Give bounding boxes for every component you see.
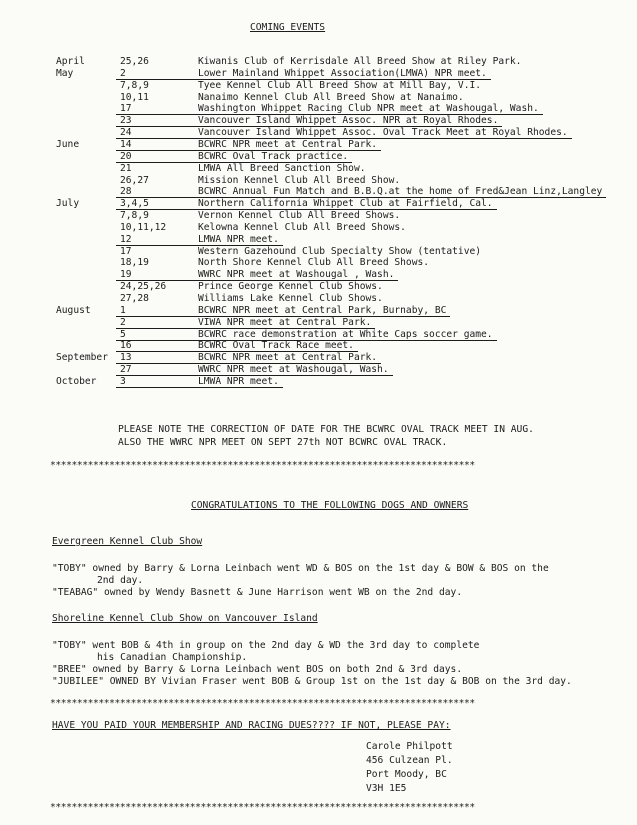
- event-description: Lower Mainland Whippet Association(LMWA) NPR meet.: [198, 68, 487, 79]
- event-description: WWRC NPR meet at Washougal, Wash.: [198, 364, 389, 375]
- event-description: Northern California Whippet Club at Fairfield, Cal.: [198, 198, 493, 209]
- congratulations-title: CONGRATULATIONS TO THE FOLLOWING DOGS AND OWNERS: [191, 500, 469, 511]
- event-description: LMWA NPR meet.: [198, 376, 279, 387]
- event-dates: 21: [120, 163, 132, 174]
- event-dates: 16: [120, 340, 132, 351]
- event-dates: 14: [120, 139, 132, 150]
- address-line: V3H 1E5: [366, 783, 407, 794]
- event-dates: 7,8,9: [120, 80, 149, 91]
- event-row: [0, 257, 637, 269]
- event-month: July: [56, 198, 80, 209]
- event-description: BCWRC Annual Fun Match and B.B.Q.at the home of Fred&Jean Linz,Langley: [198, 186, 603, 197]
- event-row: [0, 222, 637, 234]
- event-row: [0, 340, 637, 352]
- separator: *******************************************************************************: [50, 460, 475, 471]
- event-row: [0, 352, 637, 364]
- event-row: [0, 269, 637, 281]
- event-row: [0, 293, 637, 305]
- event-month: September: [56, 352, 108, 363]
- dues-question: HAVE YOU PAID YOUR MEMBERSHIP AND RACING DUES???? IF NOT, PLEASE PAY:: [52, 720, 451, 731]
- event-dates: 7,8,9: [120, 210, 149, 221]
- event-description: Western Gazehound Club Specialty Show (tentative): [198, 246, 482, 257]
- address-line: 456 Culzean Pl.: [366, 755, 453, 766]
- event-dates: 23: [120, 115, 132, 126]
- shoreline-line-3: "JUBILEE" OWNED BY Vivian Fraser went BOB & Group 1st on the 1st day & BOB on the 3rd day.: [52, 676, 572, 687]
- event-description: Williams Lake Kennel Club Shows.: [198, 293, 383, 304]
- evergreen-heading: Evergreen Kennel Club Show: [52, 536, 203, 547]
- event-description: LMWA All Breed Sanction Show.: [198, 163, 366, 174]
- event-dates: 18,19: [120, 257, 149, 268]
- event-dates: 2: [120, 68, 126, 79]
- event-dates: 2: [120, 317, 126, 328]
- event-dates: 26,27: [120, 175, 149, 186]
- event-description: Mission Kennel Club All Breed Show.: [198, 175, 401, 186]
- correction-note-line-2: ALSO THE WWRC NPR MEET ON SEPT 27th NOT BCWRC OVAL TRACK.: [118, 437, 448, 448]
- page-title: COMING EVENTS: [250, 22, 326, 33]
- event-description: Washington Whippet Racing Club NPR meet at Washougal, Wash.: [198, 103, 539, 114]
- event-row: [0, 281, 637, 293]
- event-row: [0, 317, 637, 329]
- event-dates: 20: [120, 151, 132, 162]
- event-row: [0, 376, 637, 388]
- event-underline: [116, 387, 283, 388]
- event-description: Kelowna Kennel Club All Breed Shows.: [198, 222, 406, 233]
- event-description: WWRC NPR meet at Washougal , Wash.: [198, 269, 395, 280]
- address-line: Port Moody, BC: [366, 769, 447, 780]
- event-description: BCWRC race demonstration at White Caps soccer game.: [198, 329, 493, 340]
- event-description: Vancouver Island Whippet Assoc. NPR at Royal Rhodes.: [198, 115, 499, 126]
- event-row: [0, 80, 637, 92]
- address-line: Carole Philpott: [366, 741, 453, 752]
- event-description: Kiwanis Club of Kerrisdale All Breed Show at Riley Park.: [198, 56, 522, 67]
- separator: *******************************************************************************: [50, 802, 475, 813]
- event-dates: 17: [120, 246, 132, 257]
- event-description: Vernon Kennel Club All Breed Shows.: [198, 210, 401, 221]
- event-dates: 1: [120, 305, 126, 316]
- event-row: [0, 56, 637, 68]
- event-row: [0, 68, 637, 80]
- shoreline-heading: Shoreline Kennel Club Show on Vancouver Island: [52, 613, 318, 624]
- event-dates: 3: [120, 376, 126, 387]
- separator: *******************************************************************************: [50, 698, 475, 709]
- event-month: June: [56, 139, 80, 150]
- event-month: April: [56, 56, 85, 67]
- event-row: [0, 139, 637, 151]
- event-description: Prince George Kennel Club Shows.: [198, 281, 383, 292]
- event-description: BCWRC Oval Track practice.: [198, 151, 349, 162]
- event-row: [0, 103, 637, 115]
- event-description: Tyee Kennel Club All Breed Show at Mill Bay, V.I.: [198, 80, 482, 91]
- event-dates: 27: [120, 364, 132, 375]
- evergreen-line-1: "TOBY" owned by Barry & Lorna Leinbach went WD & BOS on the 1st day & BOW & BOS on the: [52, 563, 549, 574]
- event-description: North Shore Kennel Club All Breed Shows.: [198, 257, 430, 268]
- event-dates: 24,25,26: [120, 281, 167, 292]
- event-row: [0, 198, 637, 210]
- event-description: BCWRC NPR meet at Central Park, Burnaby, BC: [198, 305, 447, 316]
- event-row: [0, 210, 637, 222]
- event-dates: 28: [120, 186, 132, 197]
- event-dates: 24: [120, 127, 132, 138]
- event-row: [0, 364, 637, 376]
- event-row: [0, 163, 637, 175]
- correction-note-line-1: PLEASE NOTE THE CORRECTION OF DATE FOR THE BCWRC OVAL TRACK MEET IN AUG.: [118, 424, 534, 435]
- event-row: [0, 305, 637, 317]
- event-dates: 10,11,12: [120, 222, 167, 233]
- event-description: Nanaimo Kennel Club All Breed Show at Nanaimo.: [198, 92, 464, 103]
- shoreline-line-1: "TOBY" went BOB & 4th in group on the 2nd day & WD the 3rd day to complete: [52, 640, 480, 651]
- event-dates: 10,11: [120, 92, 149, 103]
- event-description: VIWA NPR meet at Central Park.: [198, 317, 372, 328]
- event-dates: 27,28: [120, 293, 149, 304]
- event-dates: 13: [120, 352, 132, 363]
- event-dates: 5: [120, 329, 126, 340]
- evergreen-line-2: "TEABAG" owned by Wendy Basnett & June Harrison went WB on the 2nd day.: [52, 587, 463, 598]
- event-description: BCWRC NPR meet at Central Park.: [198, 352, 378, 363]
- event-month: May: [56, 68, 74, 79]
- event-description: Vancouver Island Whippet Assoc. Oval Track Meet at Royal Rhodes.: [198, 127, 568, 138]
- event-description: LMWA NPR meet.: [198, 234, 279, 245]
- evergreen-line-1b: 2nd day.: [97, 575, 144, 586]
- event-month: August: [56, 305, 91, 316]
- shoreline-line-1b: his Canadian Championship.: [97, 652, 248, 663]
- event-dates: 12: [120, 234, 132, 245]
- event-row: [0, 234, 637, 246]
- event-dates: 3,4,5: [120, 198, 149, 209]
- event-row: [0, 151, 637, 163]
- shoreline-line-2: "BREE" owned by Barry & Lorna Leinbach went BOS on both 2nd & 3rd days.: [52, 664, 463, 675]
- event-description: BCWRC Oval Track Race meet.: [198, 340, 354, 351]
- event-row: [0, 127, 637, 139]
- event-row: [0, 186, 637, 198]
- event-dates: 25,26: [120, 56, 149, 67]
- event-row: [0, 115, 637, 127]
- event-month: October: [56, 376, 97, 387]
- event-description: BCWRC NPR meet at Central Park.: [198, 139, 378, 150]
- event-dates: 19: [120, 269, 132, 280]
- event-dates: 17: [120, 103, 132, 114]
